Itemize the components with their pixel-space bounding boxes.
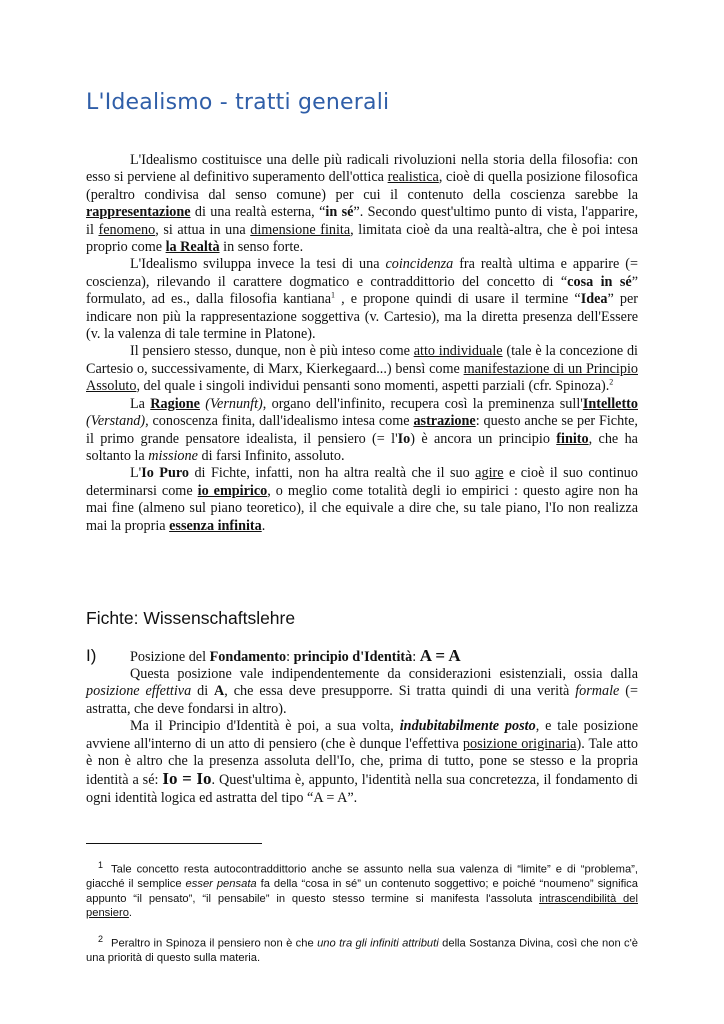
term-in-se: in sé [325, 204, 354, 221]
term-posizione-effettiva: posizione effettiva [86, 683, 192, 700]
term-la-realta: la Realtà [165, 239, 220, 256]
text: L'Idealismo sviluppa invece la tesi di una [130, 256, 386, 273]
footnote-number: 1 [98, 860, 104, 870]
term-esser-pensata: esser pensata [185, 878, 257, 891]
term-astrazione: astrazione [413, 413, 476, 430]
footnote-separator [86, 843, 262, 844]
text: Il pensiero stesso, dunque, non è più inteso come [130, 343, 414, 360]
text: di una realtà esterna, “ [190, 204, 326, 221]
text: (= astratta, che deve fondarsi in altro). [86, 683, 638, 717]
text: di Fichte, infatti, non ha altra realtà che il suo [189, 465, 476, 482]
term-atto-individuale: atto individuale [413, 343, 503, 360]
text: L'Idealismo costituisce una delle più radicali rivoluzioni nella storia della filosofia: con esso si perviene al definitivo superamento dell'ottica [86, 152, 638, 186]
term-realistica: realistica [387, 169, 439, 186]
text: Questa posizione vale indipendentemente da considerazioni esistenziali, ossia dalla [130, 666, 638, 682]
paragraph-7 [86, 718, 638, 807]
text: fra realtà ultima e apparire (= coscienza), rilevando il carattere dogmatico e contraddittorio del concetto di “ [86, 256, 638, 290]
text: , che essa deve presupporre. Si tratta quindi di una verità [224, 683, 576, 700]
text: : questo anche se per Fichte, il primo grande pensatore idealista, il pensiero (= l' [86, 413, 638, 447]
term-cosa-in-se: cosa in sé [567, 273, 632, 290]
text: ” per indicare non più la rappresentazione soggettiva (v. Cartesio), ma la diretta presenza dell'Essere (v. la valenza di tale termine in Platone). [86, 291, 638, 343]
term-agire: agire [475, 465, 504, 482]
text: Peraltro in Spinoza il pensiero non è che [111, 937, 318, 950]
text: La [130, 395, 151, 412]
text: : [286, 649, 294, 665]
term-rappresentazione: rappresentazione [86, 204, 191, 221]
term-posizione-originaria: posizione originaria [462, 735, 577, 752]
text: . Quest'ultima è, appunto, l'identità nella sua concretezza, il fondamento di ogni identità logica ed astratta del tipo “A = A”. [86, 772, 639, 806]
text: , e propone quindi di usare il termine “ [335, 291, 581, 308]
text: , o meglio come totalità degli io empirici : questo agire non ha mai fine (almeno sul piano teoretico), il che equivale a dire che, su tale piano, l'Io non realizza mai la propria [86, 482, 638, 534]
text: . [261, 517, 266, 534]
paragraph-4 [86, 396, 638, 466]
text: , del quale i singoli individui pensanti sono momenti, aspetti parziali (cfr. Spinoza). [136, 378, 610, 395]
term-io-puro: Io Puro [141, 465, 189, 482]
text: ” formulato, ad es., dalla filosofia kantiana [86, 273, 638, 308]
text: , limitata cioè da una realtà-altra, che è poi intesa proprio come [86, 221, 638, 256]
formula-io-equals-io: Io = Io [162, 769, 212, 789]
text: ). Tale atto è non è altro che la presenza assoluta dell'Io, che, prima di tutto, pone se stesso e la propria identità a sé: [86, 735, 639, 789]
formula-a-equals-a: A = A [419, 646, 461, 665]
text: , che ha soltanto la [86, 430, 638, 464]
term-uno-tra-gli-infiniti-attributi: uno tra gli infiniti attributi [317, 937, 439, 950]
text: ”. Secondo quest'ultimo punto di vista, l'apparire, il [86, 204, 639, 238]
term-ragione: Ragione [150, 395, 200, 412]
term-verstand: (Verstand) [86, 413, 146, 430]
section-heading: Fichte: Wissenschaftslehre [86, 608, 296, 628]
text: e cioè il suo continuo determinarsi come [86, 465, 638, 499]
term-fenomeno: fenomeno [98, 221, 156, 238]
section-fichte [86, 666, 638, 807]
text: , organo dell'infinito, recupera così la preminenza sull' [262, 395, 583, 412]
paragraph-1 [86, 152, 638, 256]
term-io-empirico: io empirico [197, 482, 268, 499]
text: , conoscenza finita, dall'idealismo intesa come [145, 413, 414, 430]
term-a: A [214, 683, 225, 700]
footnote-number: 2 [98, 934, 104, 944]
paragraph-5 [86, 465, 638, 535]
term-vernunft: (Vernunft) [199, 395, 263, 412]
page-title: L'Idealismo - tratti generali [86, 90, 390, 115]
term-essenza-infinita: essenza infinita [169, 517, 262, 534]
text: , e tale posizione avviene all'interno di un atto di pensiero (che è dunque l'effettiva [86, 718, 638, 752]
text: (tale è la concezione di Cartesio o, successivamente, di Marx, Kierkegaard...) bensì come [86, 343, 639, 377]
footnote-ref-1[interactable]: 1 [331, 290, 336, 300]
term-finito: finito [556, 430, 589, 447]
term-manifestazione: manifestazione di un Principio Assoluto [86, 360, 638, 395]
term-formale: formale [575, 683, 620, 700]
term-io: Io [397, 430, 411, 447]
text: L' [130, 465, 142, 482]
subsection-heading [86, 646, 638, 666]
text: : [412, 649, 420, 665]
paragraph-6 [86, 666, 638, 718]
text: Posizione del [130, 649, 210, 665]
section-idealismo [86, 152, 638, 535]
text: in senso forte. [219, 239, 304, 256]
term-principio-identita: principio d'Identità [293, 649, 413, 665]
footnote-1 [86, 858, 638, 920]
term-coincidenza: coincidenza [385, 256, 454, 273]
term-missione: missione [148, 447, 198, 464]
text: della Sostanza Divina, così che non c'è una priorità di questo sulla materia. [86, 937, 638, 965]
text: ) è ancora un principio [410, 430, 557, 447]
term-intrascendibilita: intrascendibilità del pensiero [86, 892, 638, 919]
text: . [128, 906, 133, 919]
term-indubitabilmente-posto: indubitabilmente posto [399, 718, 536, 735]
footnote-ref-2[interactable]: 2 [609, 377, 614, 387]
text: di [191, 683, 215, 700]
term-fondamento: Fondamento [209, 649, 287, 665]
paragraph-3 [86, 343, 638, 395]
term-intelletto: Intelletto [582, 395, 638, 412]
text: , si attua in una [155, 221, 251, 238]
text: , cioè di quella posizione filosofica (peraltro condivisa dal senso comune) per cui il contenuto della coscienza sarebbe la [86, 169, 638, 203]
term-dimensione-finita: dimensione finita [250, 221, 351, 238]
text: fa della “cosa in sé” un contenuto soggettivo; e poiché “noumeno” significa appunto “il pensato”, “il pensabile” in questo stesso termine si manifesta l'assoluta [86, 878, 638, 905]
roman-numeral: I) [86, 646, 97, 665]
footnote-2 [86, 932, 638, 966]
text: di farsi Infinito, assoluto. [197, 447, 345, 464]
text: Ma il Principio d'Identità è poi, a sua volta, [130, 718, 400, 735]
text: Tale concetto resta autocontraddittorio anche se assunto nella sua valenza di “limite” e di “problema”, giacché il semplice [86, 863, 638, 891]
paragraph-2 [86, 256, 638, 343]
term-idea: Idea [580, 291, 608, 308]
